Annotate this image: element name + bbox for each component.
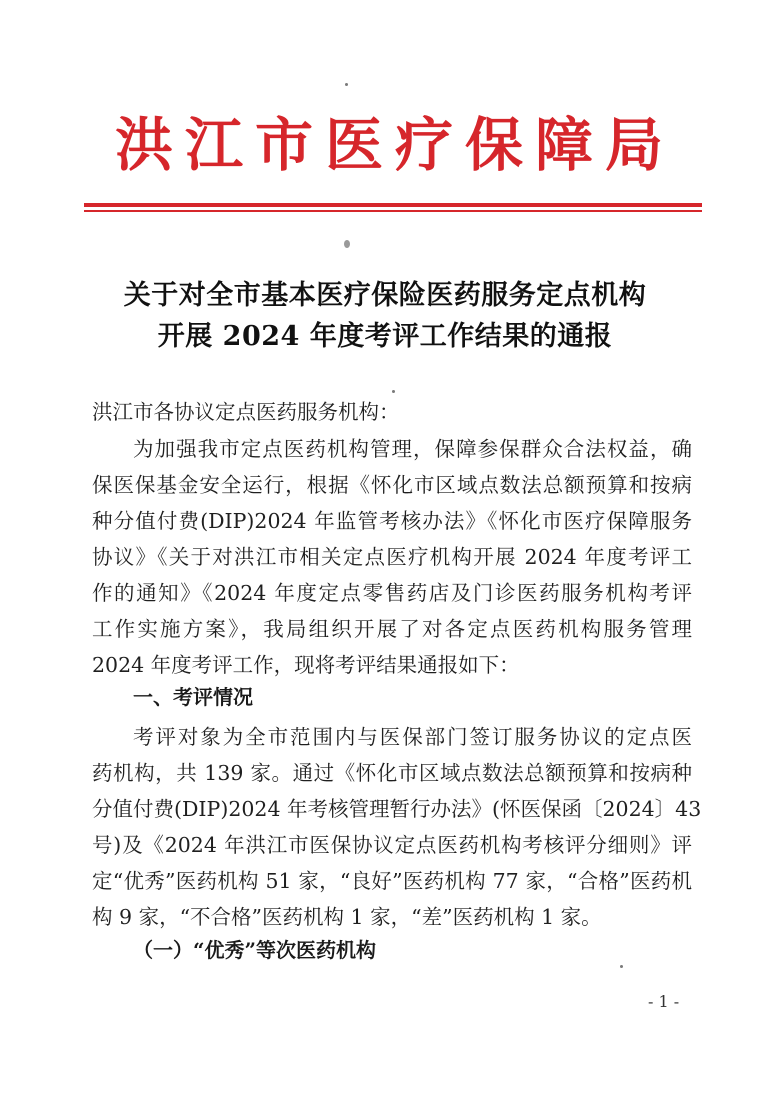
evaluation-line: 号)及《2024 年洪江市医保协议定点医药机构考核评分细则》评 bbox=[92, 833, 692, 857]
evaluation-line: 分值付费(DIP)2024 年考核管理暂行办法》(怀医保函〔2024〕43 bbox=[92, 797, 702, 821]
scan-speck bbox=[620, 965, 623, 968]
intro-line: 保医保基金安全运行，根据《怀化市区域点数法总额预算和按病 bbox=[92, 473, 692, 497]
scan-speck bbox=[392, 390, 395, 393]
evaluation-line: 考评对象为全市范围内与医保部门签订服务协议的定点医 bbox=[133, 725, 692, 749]
scan-speck bbox=[344, 240, 350, 248]
document-title-line-2: 开展 2024 年度考评工作结果的通报 bbox=[157, 321, 613, 352]
scan-speck bbox=[345, 83, 348, 86]
intro-line: 2024 年度考评工作，现将考评结果通报如下： bbox=[92, 653, 520, 677]
section-heading-evaluation: 一、考评情况 bbox=[133, 685, 253, 709]
intro-line: 作的通知》《2024 年度定点零售药店及门诊医药服务机构考评 bbox=[92, 581, 692, 605]
evaluation-line: 构 9 家，“不合格”医药机构 1 家，“差”医药机构 1 家。 bbox=[92, 905, 602, 929]
page-number: - 1 - bbox=[648, 992, 680, 1011]
letterhead-red-rule-thick bbox=[84, 203, 702, 207]
letterhead-red-rule-thin bbox=[84, 210, 702, 212]
evaluation-line: 药机构，共 139 家。通过《怀化市区域点数法总额预算和按病种 bbox=[92, 761, 692, 785]
evaluation-line: 定“优秀”医药机构 51 家，“良好”医药机构 77 家，“合格”医药机 bbox=[92, 869, 692, 893]
subsection-heading-excellent: （一）“优秀”等次医药机构 bbox=[133, 938, 377, 962]
document-title-line-1: 关于对全市基本医疗保险医药服务定点机构 bbox=[123, 280, 647, 311]
intro-line: 工作实施方案》，我局组织开展了对各定点医药机构服务管理 bbox=[92, 617, 692, 641]
evaluation-paragraph bbox=[92, 719, 702, 935]
intro-line: 协议》《关于对洪江市相关定点医疗机构开展 2024 年度考评工 bbox=[92, 545, 692, 569]
intro-line: 为加强我市定点医药机构管理，保障参保群众合法权益，确 bbox=[133, 437, 692, 461]
intro-line: 种分值付费(DIP)2024 年监管考核办法》《怀化市医疗保障服务 bbox=[92, 509, 692, 533]
intro-paragraph bbox=[92, 431, 692, 683]
agency-letterhead-title: 洪江市医疗保障局 bbox=[114, 111, 675, 179]
salutation: 洪江市各协议定点医药服务机构： bbox=[92, 400, 400, 424]
